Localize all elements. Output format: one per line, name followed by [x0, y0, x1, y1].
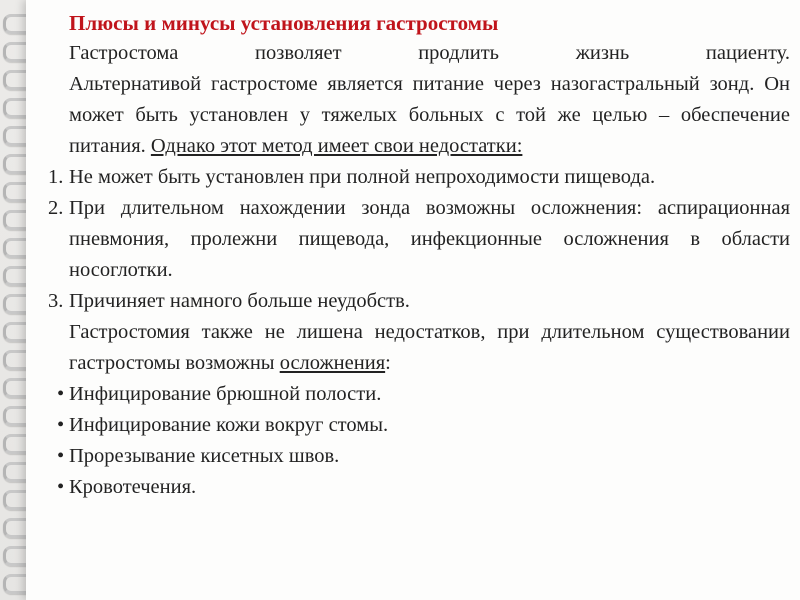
- bullet-icon: •: [57, 445, 65, 467]
- second-underlined: осложнения: [279, 352, 386, 374]
- list-item: [48, 193, 790, 286]
- slide-content: [48, 8, 790, 503]
- list-item-text: Инфицирование кожи вокруг стомы.: [69, 414, 389, 436]
- list-item-text: Причиняет намного больше неудобств.: [69, 290, 410, 312]
- list-number: 1.: [48, 166, 64, 188]
- list-item-text: Прорезывание кисетных швов.: [69, 445, 340, 467]
- list-item: [48, 286, 790, 317]
- list-item: [48, 472, 790, 503]
- list-item-text: При длительном нахождении зонда возможны осложнения: аспирационная пневмония, пролежни пищевода, инфекционные осложнения в области носоглотки.: [69, 197, 790, 281]
- bullet-list: [48, 379, 790, 503]
- intro-body: Альтернативой гастростоме является питание через назогастральный зонд. Он может быть установлен у тяжелых больных с той же целью – обеспечение питания.: [69, 73, 790, 157]
- intro-first-line: Гастростома позволяет продлить жизнь пациенту.: [69, 42, 790, 64]
- list-item-text: Кровотечения.: [69, 476, 197, 498]
- intro-paragraph: [69, 69, 790, 162]
- bullet-icon: •: [57, 414, 65, 436]
- list-item: [48, 410, 790, 441]
- list-number: 3.: [48, 290, 64, 312]
- list-number: 2.: [48, 197, 64, 219]
- slide-title: Плюсы и минусы установления гастростомы: [69, 11, 499, 35]
- list-item: [48, 379, 790, 410]
- intro-underlined: Однако этот метод имеет свои недостатки:: [150, 135, 523, 157]
- second-paragraph: [69, 317, 790, 379]
- numbered-list: [48, 162, 790, 317]
- second-colon: :: [385, 352, 391, 374]
- second-text: Гастростомия также не лишена недостатков, при длительном существовании гастростомы возможны: [69, 321, 790, 374]
- list-item: [48, 441, 790, 472]
- list-item-text: Инфицирование брюшной полости.: [69, 383, 382, 405]
- list-item: [48, 162, 790, 193]
- bullet-icon: •: [57, 383, 65, 405]
- bullet-icon: •: [57, 476, 65, 498]
- list-item-text: Не может быть установлен при полной непроходимости пищевода.: [69, 166, 656, 188]
